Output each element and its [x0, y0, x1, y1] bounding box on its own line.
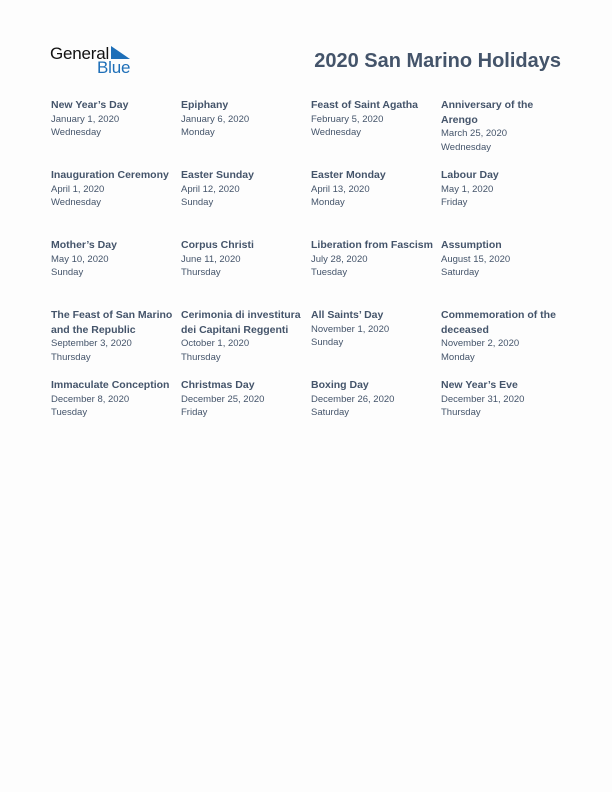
holiday-name: Assumption [441, 239, 502, 251]
holiday-name: Anniversary of the Arengo [441, 99, 534, 126]
holiday-entry [441, 98, 571, 168]
holiday-entry [311, 378, 441, 448]
holiday-entry [181, 378, 311, 448]
holiday-date: December 26, 2020 [311, 393, 395, 405]
holiday-date: December 25, 2020 [181, 393, 265, 405]
holiday-date: January 1, 2020 [51, 113, 120, 125]
holiday-entry [181, 308, 311, 378]
holiday-weekday: Monday [441, 351, 475, 363]
holiday-name: All Saints’ Day [311, 309, 384, 321]
holiday-entry [51, 308, 181, 378]
holiday-entry [51, 378, 181, 448]
holiday-weekday: Friday [181, 407, 208, 418]
holiday-entry [51, 168, 181, 238]
holiday-name: Corpus Christi [181, 239, 254, 251]
holiday-date: August 15, 2020 [441, 253, 511, 265]
holiday-name: Labour Day [441, 169, 499, 181]
holiday-name: Mother’s Day [51, 239, 117, 251]
holiday-weekday: Wednesday [311, 127, 361, 138]
holiday-weekday: Sunday [311, 337, 344, 348]
holiday-weekday: Wednesday [441, 141, 491, 153]
holiday-date: September 3, 2020 [51, 338, 132, 349]
holiday-weekday: Tuesday [311, 267, 348, 278]
logo-word-general: General [50, 44, 110, 63]
holiday-name: Liberation from Fascism [311, 239, 433, 251]
holiday-weekday: Tuesday [51, 407, 88, 418]
holiday-date: October 1, 2020 [181, 338, 250, 349]
holiday-date: February 5, 2020 [311, 113, 384, 125]
holiday-date: July 28, 2020 [311, 253, 368, 265]
holiday-name: Commemoration of the deceased [441, 309, 556, 336]
holiday-entry [181, 98, 311, 168]
holiday-name: Feast of Saint Agatha [311, 99, 418, 111]
holiday-entry [311, 98, 441, 168]
holiday-name: Epiphany [181, 99, 229, 111]
holiday-entry [441, 238, 571, 308]
holiday-weekday: Wednesday [51, 197, 101, 208]
holiday-entry [311, 308, 441, 378]
holiday-date: January 6, 2020 [181, 113, 250, 125]
holiday-entry [441, 378, 571, 448]
holiday-date: March 25, 2020 [441, 128, 508, 139]
holiday-name: Immaculate Conception [51, 379, 170, 391]
holiday-weekday: Wednesday [51, 127, 101, 138]
holiday-name: New Year’s Eve [441, 379, 518, 391]
holiday-date: April 1, 2020 [51, 183, 105, 195]
holiday-date: November 1, 2020 [311, 323, 390, 335]
holiday-entry [181, 238, 311, 308]
holiday-entry [441, 168, 571, 238]
holiday-name: Easter Sunday [181, 169, 254, 181]
holiday-grid [51, 98, 571, 448]
holiday-date: November 2, 2020 [441, 338, 520, 349]
holiday-weekday: Friday [441, 197, 468, 208]
generalblue-logo [50, 44, 140, 78]
holiday-weekday: Sunday [51, 267, 84, 278]
holiday-weekday: Monday [181, 127, 215, 138]
holiday-entry [311, 238, 441, 308]
page-title: 2020 San Marino Holidays [314, 50, 561, 72]
holiday-entry [441, 308, 571, 378]
holiday-weekday: Sunday [181, 197, 214, 208]
holiday-weekday: Thursday [51, 351, 91, 363]
holiday-name: Inauguration Ceremony [51, 169, 169, 181]
holiday-entry [51, 238, 181, 308]
holiday-date: April 12, 2020 [181, 183, 240, 195]
holiday-name: The Feast of San Marino and the Republic [51, 309, 173, 336]
holiday-weekday: Monday [311, 197, 345, 208]
holiday-weekday: Thursday [441, 407, 481, 418]
holiday-weekday: Saturday [441, 267, 480, 278]
holiday-name: Christmas Day [181, 379, 255, 391]
holiday-weekday: Saturday [311, 407, 350, 418]
holiday-name: Cerimonia di investitura dei Capitani Reggenti [181, 309, 301, 336]
holiday-date: May 1, 2020 [441, 183, 494, 195]
holiday-entry [181, 168, 311, 238]
holiday-name: Boxing Day [311, 379, 369, 391]
holiday-entry [311, 168, 441, 238]
holiday-date: April 13, 2020 [311, 183, 370, 195]
holiday-name: New Year’s Day [51, 99, 129, 111]
holiday-date: May 10, 2020 [51, 253, 109, 265]
logo-word-blue: Blue [97, 58, 131, 77]
holiday-name: Easter Monday [311, 169, 386, 181]
holiday-weekday: Thursday [181, 267, 221, 278]
holiday-date: December 31, 2020 [441, 393, 525, 405]
holiday-weekday: Thursday [181, 351, 221, 363]
holiday-date: June 11, 2020 [181, 253, 241, 265]
holiday-date: December 8, 2020 [51, 393, 130, 405]
holiday-entry [51, 98, 181, 168]
